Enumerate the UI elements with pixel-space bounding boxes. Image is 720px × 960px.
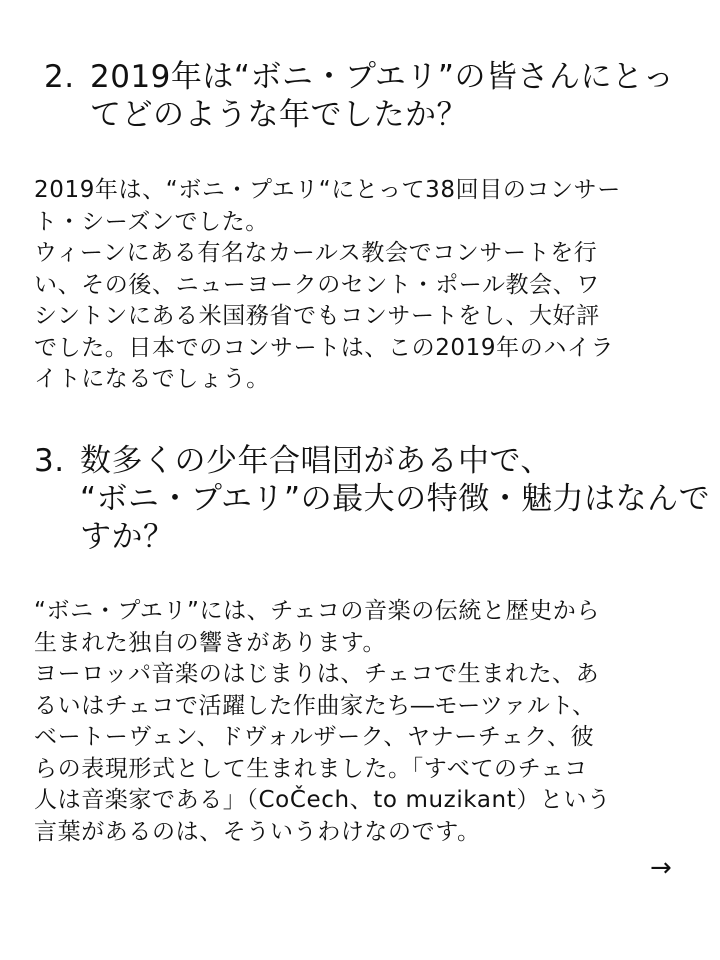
question-2-heading [44,58,684,134]
answer-2-line: シントンにある米国務省でもコンサートをし、大好評 [34,303,600,329]
question-3-line: 数多くの少年合唱団がある中で、 [80,443,552,479]
question-2-number: 2. [44,59,75,95]
question-2-line: てどのような年でしたか？ [90,97,468,133]
answer-2-line: でした。日本でのコンサートは、この2019年のハイラ [34,334,615,361]
answer-3-line: るいはチェコで活躍した作曲家たち―モーツァルト、 [34,692,596,719]
question-3-number: 3. [34,443,65,479]
answer-2-line: い、その後、ニューヨークのセント・ポール教会、ワ [34,271,600,298]
answer-2-line: ウィーンにある有名なカールス教会でコンサートを行 [34,240,598,266]
answer-3-line: らの表現形式として生まれました。「すべてのチェコ [34,755,588,782]
question-3-line: “ボニ・プエリ”の最大の特徴・魅力はなんで [80,481,711,517]
question-2-text [44,58,684,134]
answer-3-line: ヨーロッパ音楽のはじまりは、チェコで生まれた、あ [34,661,600,687]
answer-3-line: 言葉があるのは、そういうわけなのです。 [34,818,481,845]
answer-3-line: ベートーヴェン、ドヴォルザーク、ヤナーチェク、彼 [34,724,595,750]
answer-2-paragraph [34,175,694,396]
answer-3-paragraph [34,596,694,848]
next-arrow-icon[interactable]: → [650,853,672,883]
answer-2-line: イトになるでしょう。 [34,366,270,392]
question-3-line: すか？ [80,519,175,555]
question-3-heading [34,442,711,556]
question-2-line: 2019年は“ボニ・プエリ”の皆さんにとっ [90,59,675,95]
answer-2-line: 2019年は、“ボニ・プエリ“にとって38回目のコンサー [34,177,621,203]
question-3-text [34,442,711,556]
answer-3-line: 人は音楽家である」（CoČech、to muzikant）という [34,787,611,813]
answer-3-line: 生まれた独自の響きがあります。 [34,629,387,656]
answer-3-line: “ボニ・プエリ”には、チェコの音楽の伝統と歴史から [34,598,600,624]
answer-2-line: ト・シーズンでした。 [34,208,269,235]
